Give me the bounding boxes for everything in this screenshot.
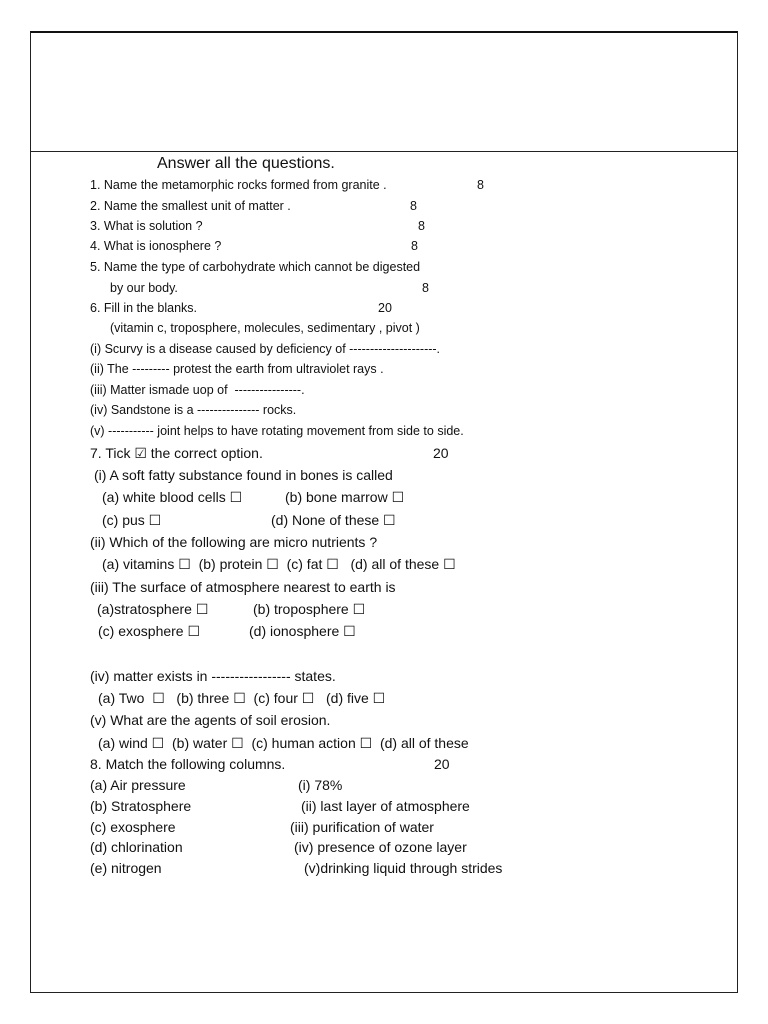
question-7-ii: (ii) Which of the following are micro nutrients ? <box>90 534 378 550</box>
question-7-iii-option-d: (d) ionosphere ☐ <box>249 623 356 639</box>
question-6-ii: (ii) The --------- protest the earth from ultraviolet rays . <box>90 362 384 376</box>
question-8: 8. Match the following columns. <box>90 756 286 772</box>
match-left-item: (d) chlorination <box>90 839 183 855</box>
question-1-marks: 8 <box>477 178 484 192</box>
question-2: 2. Name the smallest unit of matter . <box>90 199 291 213</box>
match-right-item: (iii) purification of water <box>290 819 434 835</box>
question-7-v: (v) What are the agents of soil erosion. <box>90 712 331 728</box>
question-6-marks: 20 <box>378 301 392 315</box>
question-7-marks: 20 <box>433 445 449 461</box>
question-1: 1. Name the metamorphic rocks formed from granite . <box>90 178 387 192</box>
question-8-marks: 20 <box>434 756 450 772</box>
question-7-iii-option-b: (b) troposphere ☐ <box>253 601 366 617</box>
match-left-item: (b) Stratosphere <box>90 798 192 814</box>
question-7-iii-option-a: (a)stratosphere ☐ <box>97 601 209 617</box>
match-left-item: (e) nitrogen <box>90 860 162 876</box>
question-4-marks: 8 <box>411 239 418 253</box>
question-6-iii: (iii) Matter ismade uop of ----------------. <box>90 383 305 397</box>
question-3: 3. What is solution ? <box>90 219 203 233</box>
question-5-marks: 8 <box>422 281 429 295</box>
question-7-i-option-a: (a) white blood cells ☐ <box>102 489 243 505</box>
question-7-iii-option-c: (c) exosphere ☐ <box>98 623 201 639</box>
match-left-item: (c) exosphere <box>90 819 176 835</box>
match-left-item: (a) Air pressure <box>90 777 186 793</box>
header-box <box>30 31 738 152</box>
question-6: 6. Fill in the blanks. <box>90 301 197 315</box>
match-right-item: (i) 78% <box>298 777 343 793</box>
question-7-i-option-d: (d) None of these ☐ <box>271 512 396 528</box>
question-7-ii-options: (a) vitamins ☐ (b) protein ☐ (c) fat ☐ (d) all of these ☐ <box>102 556 456 572</box>
question-5-line1: 5. Name the type of carbohydrate which cannot be digested <box>90 260 421 274</box>
question-7-iii: (iii) The surface of atmosphere nearest to earth is <box>90 579 396 595</box>
question-6-v: (v) ----------- joint helps to have rotating movement from side to side. <box>90 424 464 438</box>
question-4: 4. What is ionosphere ? <box>90 239 222 253</box>
question-6-iv: (iv) Sandstone is a --------------- rocks. <box>90 403 297 417</box>
question-6-i: (i) Scurvy is a disease caused by deficiency of ---------------------. <box>90 342 441 356</box>
question-7-iv: (iv) matter exists in ----------------- states. <box>90 668 336 684</box>
question-7-v-options: (a) wind ☐ (b) water ☐ (c) human action ☐ (d) all of these <box>98 735 469 751</box>
question-7-i-option-b: (b) bone marrow ☐ <box>285 489 405 505</box>
question-7: 7. Tick ☑ the correct option. <box>90 445 263 461</box>
question-7-iv-options: (a) Two ☐ (b) three ☐ (c) four ☐ (d) five ☐ <box>98 690 386 706</box>
question-5-line2: by our body. <box>110 281 178 295</box>
question-6-word-bank: (vitamin c, troposphere, molecules, sedimentary , pivot ) <box>110 321 420 335</box>
match-right-item: (ii) last layer of atmosphere <box>301 798 470 814</box>
match-right-item: (iv) presence of ozone layer <box>294 839 467 855</box>
match-right-item: (v)drinking liquid through strides <box>304 860 503 876</box>
question-7-i-option-c: (c) pus ☐ <box>102 512 162 528</box>
question-7-i: (i) A soft fatty substance found in bones is called <box>94 467 393 483</box>
page-heading: Answer all the questions. <box>157 155 335 172</box>
question-3-marks: 8 <box>418 219 425 233</box>
question-2-marks: 8 <box>410 199 417 213</box>
